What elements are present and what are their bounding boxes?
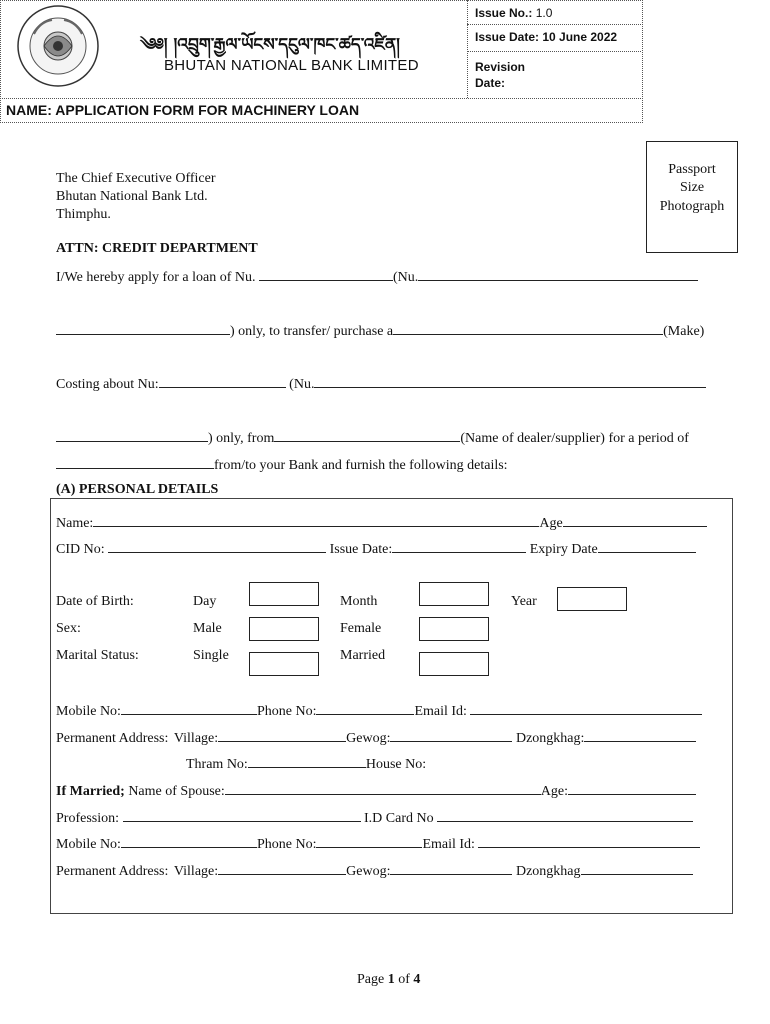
purchase-label: ) only, to transfer/ purchase a bbox=[230, 324, 394, 339]
dob-day-label: Day bbox=[193, 594, 217, 609]
dzongkhag-label: Dzongkhag: bbox=[515, 731, 585, 746]
thram-label: Thram No: bbox=[186, 757, 248, 772]
expiry-field[interactable] bbox=[598, 540, 696, 553]
expiry-label: Expiry Date bbox=[529, 542, 598, 557]
loan-words-field-2[interactable] bbox=[56, 322, 230, 335]
header-divider bbox=[0, 98, 641, 99]
costing-field[interactable] bbox=[159, 375, 286, 388]
attn-heading: ATTN: CREDIT DEPARTMENT bbox=[56, 241, 258, 256]
thram-field[interactable] bbox=[248, 755, 366, 768]
loan-line-4 bbox=[56, 429, 689, 447]
spouse-contact-row bbox=[56, 835, 700, 853]
dob-day-box[interactable] bbox=[249, 582, 319, 606]
addressee-line-2: Bhutan National Bank Ltd. bbox=[56, 189, 208, 204]
dzongkha-title: ༄༅། །འབྲུག་རྒྱལ་ཡོངས་དངུལ་ཁང་ཚད་འཛིན། bbox=[140, 35, 400, 55]
female-label: Female bbox=[340, 621, 382, 636]
make-field[interactable] bbox=[393, 322, 663, 335]
revision-date-label: Date: bbox=[475, 76, 506, 90]
spouse-gewog-field[interactable] bbox=[390, 862, 512, 875]
issue-no-key: Issue No.: bbox=[475, 6, 533, 20]
spouse-email-label: Email Id: bbox=[422, 837, 475, 852]
spouse-perm-address-label: Permanent Address: bbox=[56, 864, 169, 879]
costing-words-field[interactable] bbox=[314, 375, 706, 388]
spouse-gewog-label: Gewog: bbox=[346, 864, 391, 879]
page-total: 4 bbox=[413, 972, 421, 987]
profession-row bbox=[56, 809, 693, 827]
loan-words-field[interactable] bbox=[418, 268, 698, 281]
cid-issue-label: Issue Date: bbox=[329, 542, 393, 557]
profession-field[interactable] bbox=[123, 809, 361, 822]
email-label: Email Id: bbox=[414, 704, 467, 719]
spouse-age-label: Age: bbox=[540, 784, 568, 799]
passport-photo-box[interactable] bbox=[646, 141, 738, 253]
single-checkbox[interactable] bbox=[249, 652, 319, 676]
dealer-field[interactable] bbox=[274, 429, 460, 442]
loan-amount-field[interactable] bbox=[259, 268, 393, 281]
spouse-mobile-label: Mobile No: bbox=[56, 837, 121, 852]
dob-year-box[interactable] bbox=[557, 587, 627, 611]
spouse-mobile-field[interactable] bbox=[121, 835, 257, 848]
age-label: Age bbox=[539, 516, 563, 531]
male-checkbox[interactable] bbox=[249, 617, 319, 641]
phone-label: Phone No: bbox=[256, 704, 317, 719]
bank-logo bbox=[16, 4, 100, 88]
spouse-email-field[interactable] bbox=[478, 835, 700, 848]
name-field[interactable] bbox=[93, 514, 539, 527]
spouse-phone-label: Phone No: bbox=[256, 837, 317, 852]
male-label: Male bbox=[193, 621, 222, 636]
spouse-name-label: Name of Spouse: bbox=[128, 784, 225, 799]
spouse-name-field[interactable] bbox=[225, 782, 541, 795]
thram-row bbox=[186, 755, 426, 773]
header-divider bbox=[467, 51, 641, 52]
period-field[interactable] bbox=[56, 456, 214, 469]
costing-words-field-2[interactable] bbox=[56, 429, 208, 442]
if-married-label: If Married; bbox=[56, 784, 125, 799]
cid-label: CID No: bbox=[56, 542, 105, 557]
name-row bbox=[56, 514, 707, 532]
dob-label: Date of Birth: bbox=[56, 594, 134, 609]
idcard-field[interactable] bbox=[437, 809, 693, 822]
name-label: Name: bbox=[56, 516, 94, 531]
cid-field[interactable] bbox=[108, 540, 326, 553]
cid-row bbox=[56, 540, 696, 558]
section-a-heading: (A) PERSONAL DETAILS bbox=[56, 482, 219, 497]
married-checkbox[interactable] bbox=[419, 652, 489, 676]
make-label: (Make) bbox=[663, 324, 705, 339]
gewog-label: Gewog: bbox=[346, 731, 391, 746]
loan-line-5 bbox=[56, 456, 508, 474]
house-label: House No: bbox=[365, 757, 427, 772]
contact-row bbox=[56, 702, 702, 720]
spouse-village-field[interactable] bbox=[218, 862, 346, 875]
marital-label: Marital Status: bbox=[56, 648, 139, 663]
furnish-label: from/to your Bank and furnish the following details: bbox=[214, 458, 508, 473]
email-field[interactable] bbox=[470, 702, 702, 715]
spouse-age-field[interactable] bbox=[568, 782, 696, 795]
loan-line-1 bbox=[56, 268, 698, 286]
spouse-dzongkhag-label: Dzongkhag bbox=[515, 864, 581, 879]
revision-label: Revision bbox=[475, 60, 526, 74]
header-right-divider bbox=[467, 0, 469, 98]
phone-field[interactable] bbox=[316, 702, 414, 715]
addressee-line-3: Thimphu. bbox=[56, 207, 111, 222]
dob-month-label: Month bbox=[340, 594, 378, 609]
issue-no-label bbox=[475, 6, 552, 20]
village-label: Village: bbox=[173, 731, 219, 746]
spouse-dzongkhag-field[interactable] bbox=[581, 862, 693, 875]
spouse-village-label: Village: bbox=[173, 864, 219, 879]
photo-label-3: Photograph bbox=[659, 199, 725, 214]
photo-label-1: Passport bbox=[668, 162, 716, 177]
dzongkhag-field[interactable] bbox=[584, 729, 696, 742]
spouse-row bbox=[56, 782, 696, 800]
gewog-field[interactable] bbox=[390, 729, 512, 742]
idcard-label: I.D Card No bbox=[364, 811, 434, 826]
page-current: 1 bbox=[387, 972, 395, 987]
age-field[interactable] bbox=[563, 514, 707, 527]
mobile-field[interactable] bbox=[121, 702, 257, 715]
issue-date: Issue Date: 10 June 2022 bbox=[475, 30, 618, 44]
sex-label: Sex: bbox=[56, 621, 81, 636]
form-header bbox=[0, 0, 643, 123]
loan-line-3 bbox=[56, 375, 706, 393]
married-label: Married bbox=[340, 648, 386, 663]
issue-no-value: 1.0 bbox=[535, 6, 553, 20]
form-name: NAME: APPLICATION FORM FOR MACHINERY LOAN bbox=[6, 102, 360, 118]
costing-words-label: (Nu. bbox=[289, 377, 315, 392]
cid-issue-field[interactable] bbox=[392, 540, 526, 553]
photo-label-2: Size bbox=[679, 180, 705, 195]
loan-line-2 bbox=[56, 322, 704, 340]
mobile-label: Mobile No: bbox=[56, 704, 121, 719]
dealer-label: (Name of dealer/supplier) for a period of bbox=[460, 431, 689, 446]
perm-address-label: Permanent Address: bbox=[56, 731, 169, 746]
bank-name: BHUTAN NATIONAL BANK LIMITED bbox=[164, 57, 419, 74]
loan-words-label: (Nu. bbox=[392, 270, 419, 285]
addressee-line-1: The Chief Executive Officer bbox=[56, 171, 216, 186]
female-checkbox[interactable] bbox=[419, 617, 489, 641]
village-field[interactable] bbox=[218, 729, 346, 742]
spouse-phone-field[interactable] bbox=[316, 835, 422, 848]
loan-amount-label: I/We hereby apply for a loan of Nu. bbox=[56, 270, 256, 285]
page-of: of bbox=[398, 972, 410, 987]
single-label: Single bbox=[193, 648, 229, 663]
profession-label: Profession: bbox=[56, 811, 119, 826]
spouse-address-row bbox=[56, 862, 693, 880]
page-prefix: Page bbox=[357, 972, 385, 987]
costing-label: Costing about Nu: bbox=[56, 377, 159, 392]
address-row bbox=[56, 729, 696, 747]
dealer-from-label: ) only, from bbox=[208, 431, 275, 446]
dob-month-box[interactable] bbox=[419, 582, 489, 606]
page-number bbox=[357, 972, 420, 988]
header-divider bbox=[467, 24, 641, 25]
dob-year-label: Year bbox=[511, 594, 537, 609]
